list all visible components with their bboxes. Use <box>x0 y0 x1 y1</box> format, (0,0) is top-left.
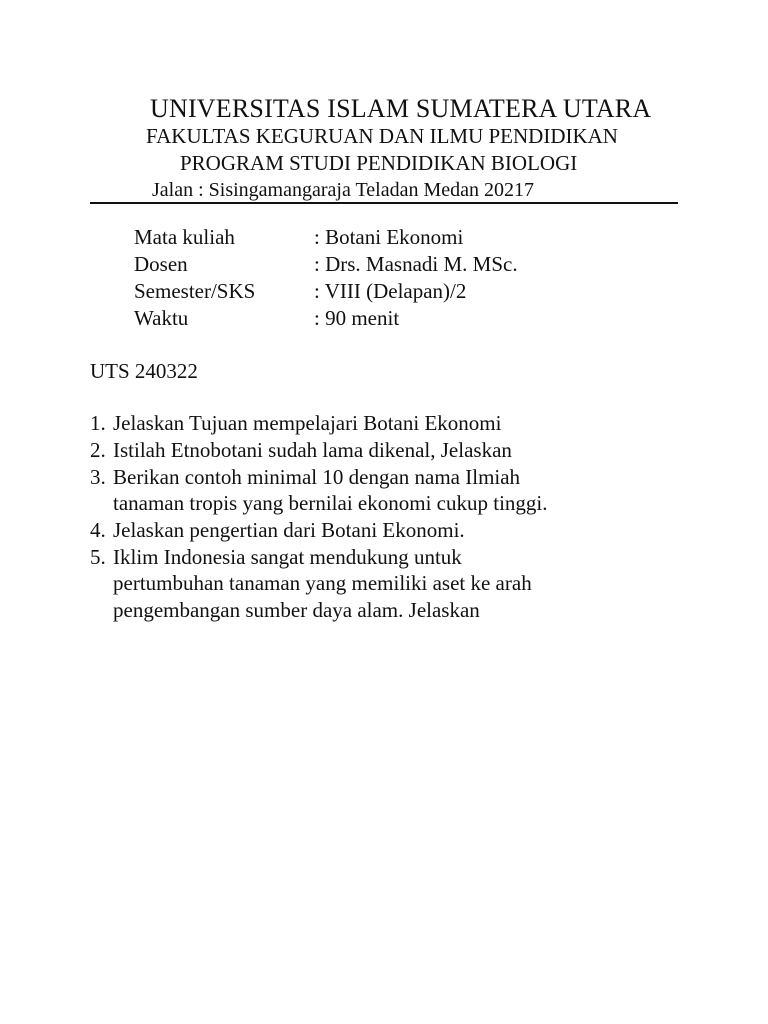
question-text: pengembangan sumber daya alam. Jelaskan <box>113 598 480 622</box>
address: Jalan : Sisingamangaraja Teladan Medan 20217 <box>152 179 535 201</box>
info-value: : Botani Ekonomi <box>314 225 464 249</box>
info-label: Waktu <box>134 306 189 330</box>
question-text: Iklim Indonesia sangat mendukung untuk <box>113 545 462 569</box>
question-text: Jelaskan Tujuan mempelajari Botani Ekonomi <box>113 411 502 435</box>
info-value: : Drs. Masnadi M. MSc. <box>314 252 518 276</box>
info-label: Dosen <box>134 252 188 276</box>
question-text: pertumbuhan tanaman yang memiliki aset ke arah <box>113 571 532 595</box>
info-label: Mata kuliah <box>134 225 235 249</box>
question-number: 4. <box>90 518 106 542</box>
header-divider <box>90 202 678 204</box>
info-label: Semester/SKS <box>134 279 256 303</box>
question-text: Istilah Etnobotani sudah lama dikenal, Jelaskan <box>113 438 512 462</box>
question-number: 2. <box>90 438 106 462</box>
faculty-name: FAKULTAS KEGURUAN DAN ILMU PENDIDIKAN <box>146 124 618 148</box>
university-name: UNIVERSITAS ISLAM SUMATERA UTARA <box>150 94 652 123</box>
question-number: 3. <box>90 465 106 489</box>
question-text: tanaman tropis yang bernilai ekonomi cukup tinggi. <box>113 491 548 515</box>
info-value: : VIII (Delapan)/2 <box>314 279 467 303</box>
question-number: 1. <box>90 411 106 435</box>
program-name: PROGRAM STUDI PENDIDIKAN BIOLOGI <box>180 151 578 175</box>
question-text: Jelaskan pengertian dari Botani Ekonomi. <box>113 518 465 542</box>
question-number: 5. <box>90 545 106 569</box>
info-value: : 90 menit <box>314 306 400 330</box>
exam-code: UTS 240322 <box>90 359 198 383</box>
question-text: Berikan contoh minimal 10 dengan nama Ilmiah <box>113 465 521 489</box>
